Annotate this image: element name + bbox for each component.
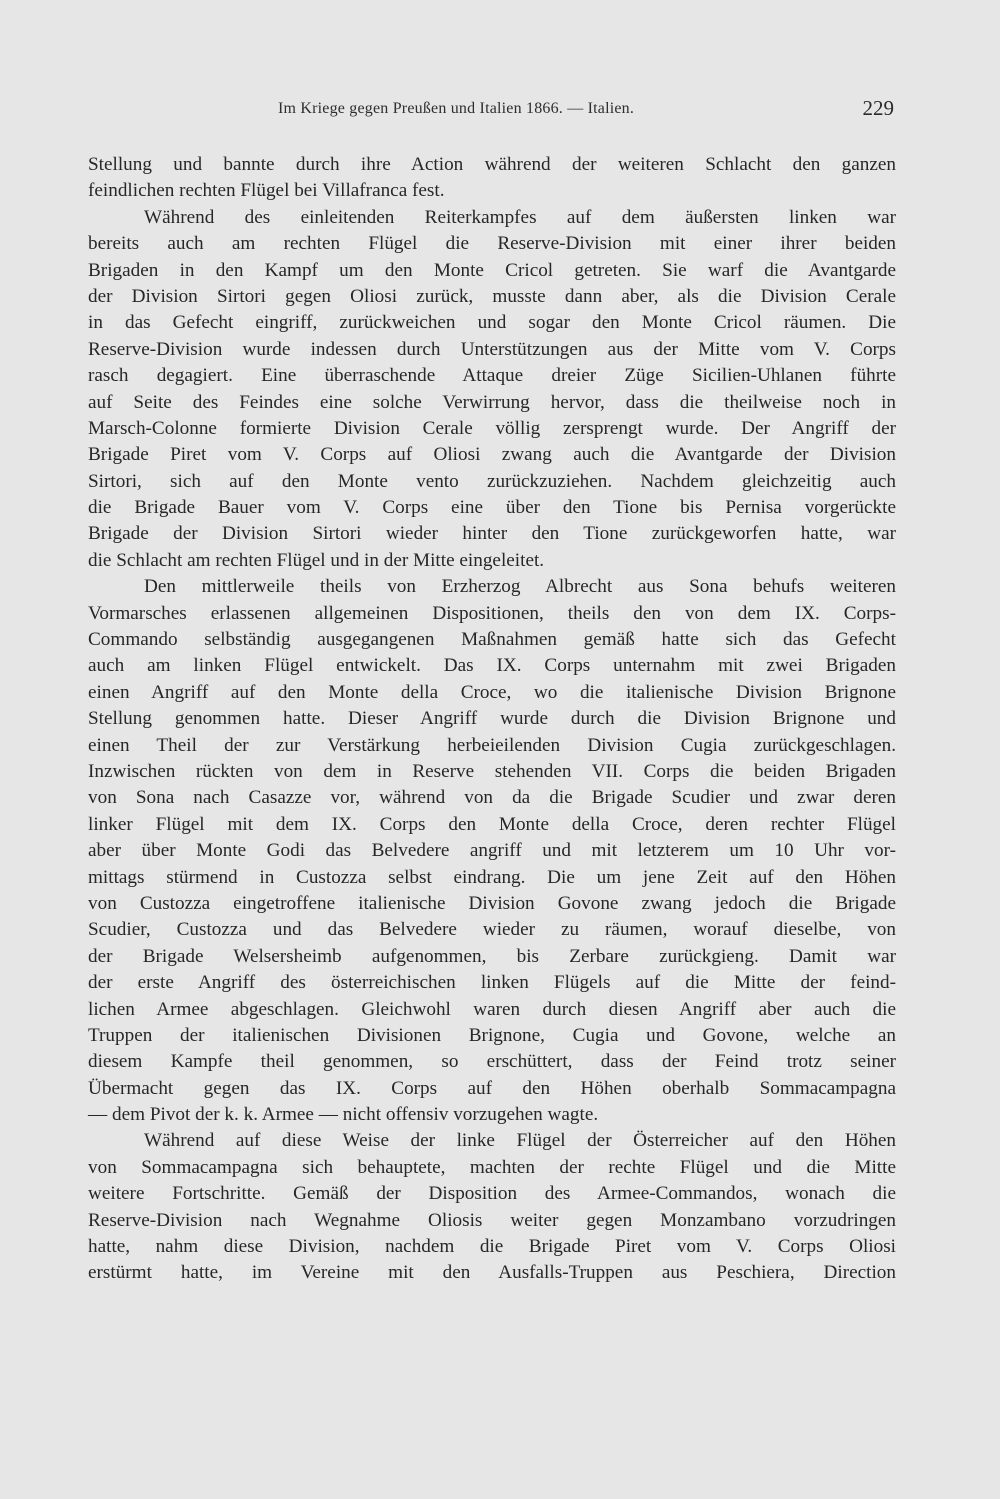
text-line: diesem Kampfe theil genommen, so erschüttert, dass der Feind trotz seiner [88, 1051, 896, 1073]
running-title: Im Kriege gegen Preußen und Italien 1866. — Italien. [278, 100, 635, 117]
text-line: lichen Armee abgeschlagen. Gleichwohl waren durch diesen Angriff aber auch die [88, 998, 896, 1020]
text-line: in das Gefecht eingriff, zurückweichen und sogar den Monte Cricol räumen. Die [88, 312, 896, 334]
text-line: Brigaden in den Kampf um den Monte Cricol getreten. Sie warf die Avantgarde [88, 259, 896, 281]
text-line: von Sommacampagna sich behauptete, machten der rechte Flügel und die Mitte [88, 1156, 896, 1178]
text-line: Inzwischen rückten von dem in Reserve stehenden VII. Corps die beiden Brigaden [88, 760, 896, 782]
text-line: Scudier, Custozza und das Belvedere wieder zu räumen, worauf dieselbe, von [88, 919, 896, 941]
text-line: hatte, nahm diese Division, nachdem die Brigade Piret vom V. Corps Oliosi [88, 1236, 896, 1258]
text-line: Sirtori, sich auf den Monte vento zurückzuziehen. Nachdem gleichzeitig auch [88, 470, 896, 492]
text-line: von Custozza eingetroffene italienische Division Govone zwang jedoch die Brigade [88, 892, 896, 914]
text-line: linker Flügel mit dem IX. Corps den Monte della Croce, deren rechter Flügel [88, 813, 896, 835]
page-number: 229 [862, 96, 894, 120]
text-line: feindlichen rechten Flügel bei Villafranca fest. [88, 180, 445, 202]
text-line: der erste Angriff des österreichischen linken Flügels auf die Mitte der feind- [88, 972, 896, 994]
text-line: Während des einleitenden Reiterkampfes auf dem äußersten linken war [144, 206, 896, 228]
text-line: Während auf diese Weise der linke Flügel der Österreicher auf den Höhen [144, 1130, 896, 1152]
text-line: Truppen der italienischen Divisionen Brignone, Cugia und Govone, welche an [88, 1024, 896, 1046]
text-line: Commando selbständig ausgegangenen Maßnahmen gemäß hatte sich das Gefecht [88, 629, 896, 651]
text-line: weitere Fortschritte. Gemäß der Disposition des Armee-Commandos, wonach die [88, 1183, 896, 1205]
text-line: der Division Sirtori gegen Oliosi zurück, musste dann aber, als die Division Cerale [88, 285, 896, 307]
text-line: rasch degagiert. Eine überraschende Attaque dreier Züge Sicilien-Uhlanen führte [88, 365, 896, 387]
text-line: Reserve-Division nach Wegnahme Oliosis weiter gegen Monzambano vorzudringen [88, 1209, 896, 1231]
text-line: die Schlacht am rechten Flügel und in der Mitte eingeleitet. [88, 549, 545, 571]
text-line: Brigade Piret vom V. Corps auf Oliosi zwang auch die Avantgarde der Division [88, 444, 896, 466]
text-line: Stellung genommen hatte. Dieser Angriff wurde durch die Division Brignone und [88, 708, 896, 730]
text-line: von Sona nach Casazze vor, während von da die Brigade Scudier und zwar deren [88, 787, 896, 809]
text-line: einen Angriff auf den Monte della Croce, wo die italienische Division Brignone [88, 681, 896, 703]
page-header [88, 96, 896, 126]
text-line: einen Theil der zur Verstärkung herbeieilenden Division Cugia zurückgeschlagen. [88, 734, 896, 756]
text-line: Marsch-Colonne formierte Division Cerale völlig zersprengt wurde. Der Angriff der [88, 417, 896, 439]
body-text [88, 152, 896, 1287]
text-line: auch am linken Flügel entwickelt. Das IX. Corps unternahm mit zwei Brigaden [88, 655, 896, 677]
text-line: aber über Monte Godi das Belvedere angriff und mit letzterem um 10 Uhr vor- [88, 840, 896, 862]
text-line: Übermacht gegen das IX. Corps auf den Höhen oberhalb Sommacampagna [88, 1077, 896, 1099]
text-line: Stellung und bannte durch ihre Action während der weiteren Schlacht den ganzen [88, 154, 896, 175]
text-line: mittags stürmend in Custozza selbst eindrang. Die um jene Zeit auf den Höhen [88, 866, 896, 888]
text-line: erstürmt hatte, im Vereine mit den Ausfalls-Truppen aus Peschiera, Direction [88, 1262, 896, 1284]
text-line: bereits auch am rechten Flügel die Reserve-Division mit einer ihrer beiden [88, 233, 896, 255]
text-line: auf Seite des Feindes eine solche Verwirrung hervor, dass die theilweise noch in [88, 391, 896, 413]
text-line: der Brigade Welsersheimb aufgenommen, bis Zerbare zurückgieng. Damit war [88, 945, 896, 967]
text-line: Brigade der Division Sirtori wieder hinter den Tione zurückgeworfen hatte, war [88, 523, 896, 545]
text-line: die Brigade Bauer vom V. Corps eine über den Tione bis Pernisa vorgerückte [88, 497, 896, 519]
text-line: — dem Pivot der k. k. Armee — nicht offensiv vorzugehen wagte. [88, 1104, 599, 1126]
text-line: Den mittlerweile theils von Erzherzog Albrecht aus Sona behufs weiteren [144, 576, 896, 598]
text-line: Reserve-Division wurde indessen durch Unterstützungen aus der Mitte vom V. Corps [88, 338, 896, 360]
text-line: Vormarsches erlassenen allgemeinen Dispositionen, theils den von dem IX. Corps- [88, 602, 896, 624]
